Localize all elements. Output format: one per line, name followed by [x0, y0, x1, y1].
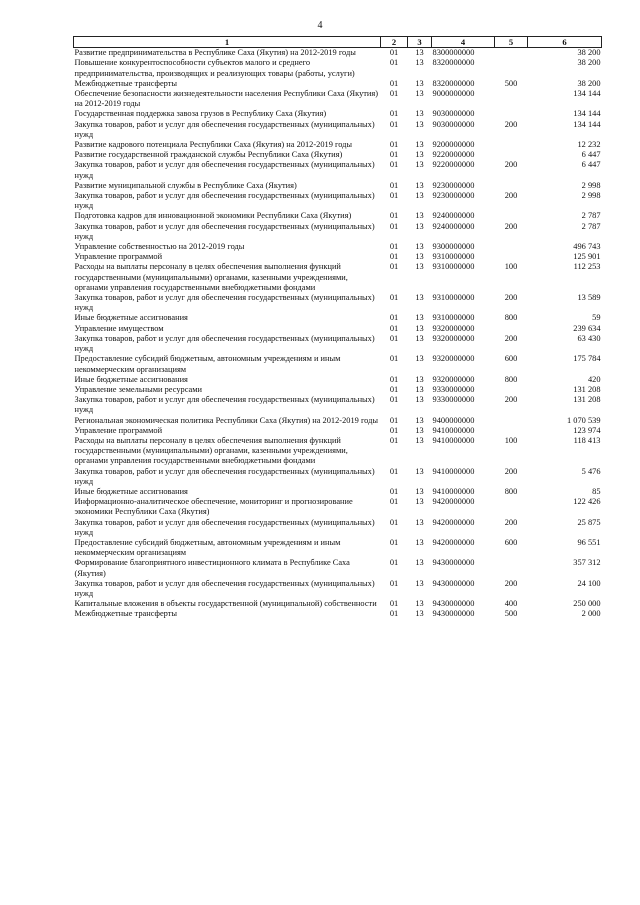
table-row	[74, 160, 602, 180]
row-name: Закупка товаров, работ и услуг для обеспечения государственных (муниципальных) нужд	[74, 333, 375, 354]
row-section: 01	[389, 160, 399, 170]
row-expense-type	[495, 181, 528, 191]
row-section: 01	[389, 415, 399, 425]
table-row	[74, 334, 602, 354]
row-amount: 24 100	[577, 578, 601, 588]
row-target-article: 9410000000	[432, 425, 475, 435]
row-expense-type	[495, 497, 528, 517]
row-amount: 175 784	[573, 354, 601, 364]
table-row	[74, 150, 602, 160]
row-target-article: 9220000000	[432, 160, 475, 170]
row-name: Закупка товаров, работ и услуг для обеспечения государственных (муниципальных) нужд	[74, 395, 375, 415]
row-target-article: 9320000000	[432, 333, 475, 343]
row-subsection: 13	[415, 333, 424, 343]
row-target-article: 9420000000	[432, 517, 475, 527]
row-target-article: 9410000000	[432, 486, 475, 496]
row-subsection: 13	[415, 599, 424, 609]
row-expense-type	[495, 242, 528, 252]
row-subsection: 13	[415, 140, 424, 150]
row-amount: 134 144	[573, 89, 601, 99]
row-expense-type	[495, 89, 528, 109]
row-amount: 59	[592, 313, 601, 323]
row-amount: 239 634	[573, 323, 601, 333]
row-section: 01	[389, 537, 399, 547]
row-amount: 6 447	[581, 150, 601, 160]
row-amount: 2 787	[581, 221, 601, 231]
row-expense-type: 200	[504, 191, 518, 201]
row-target-article: 9000000000	[432, 89, 475, 99]
row-section: 01	[389, 333, 399, 343]
row-expense-type: 100	[504, 435, 518, 445]
row-target-article: 9410000000	[432, 435, 475, 445]
row-name: Закупка товаров, работ и услуг для обеспечения государственных (муниципальных) нужд	[74, 191, 375, 211]
row-section: 01	[389, 262, 399, 272]
row-expense-type	[495, 416, 528, 426]
row-amount: 25 875	[577, 517, 601, 527]
row-amount: 134 144	[573, 119, 601, 129]
row-section: 01	[389, 486, 399, 496]
row-amount: 63 430	[577, 333, 601, 343]
row-subsection: 13	[415, 180, 424, 190]
row-expense-type: 200	[504, 221, 518, 231]
row-name: Капитальные вложения в объекты государственной (муниципальной) собственности	[74, 599, 377, 609]
header-col-section: 2	[381, 37, 408, 48]
row-subsection: 13	[415, 609, 424, 619]
row-subsection: 13	[415, 558, 424, 568]
row-name: Расходы на выплаты персоналу в целях обеспечения выполнения функций государственными (муниципальными) органами, казенными учреждениями, органами управления государственными внебюджетными фондами	[74, 435, 348, 466]
row-name: Развитие муниципальной службы в Республике Саха (Якутия)	[74, 180, 297, 190]
row-section: 01	[389, 384, 399, 394]
row-subsection: 13	[415, 89, 424, 99]
header-col-subsection: 3	[408, 37, 432, 48]
row-target-article: 9430000000	[432, 558, 475, 568]
row-expense-type	[495, 324, 528, 334]
row-amount: 2 998	[581, 191, 601, 201]
row-name: Управление программой	[74, 425, 163, 435]
row-name: Иные бюджетные ассигнования	[74, 374, 188, 384]
row-target-article: 9310000000	[432, 252, 475, 262]
row-name: Развитие государственной гражданской службы Республики Саха (Якутия)	[74, 150, 343, 160]
row-section: 01	[389, 354, 399, 364]
row-subsection: 13	[415, 435, 424, 445]
row-section: 01	[389, 395, 399, 405]
row-amount: 2 000	[581, 609, 601, 619]
table-row	[74, 79, 602, 89]
row-amount: 85	[592, 486, 601, 496]
table-row	[74, 262, 602, 293]
row-subsection: 13	[415, 323, 424, 333]
row-section: 01	[389, 517, 399, 527]
row-target-article: 9220000000	[432, 150, 475, 160]
header-col-name: 1	[74, 37, 381, 48]
table-row	[74, 385, 602, 395]
row-name: Закупка товаров, работ и услуг для обеспечения государственных (муниципальных) нужд	[74, 293, 375, 313]
row-target-article: 9410000000	[432, 466, 475, 476]
row-name: Развитие кадрового потенциала Республики Саха (Якутия) на 2012-2019 годы	[74, 140, 353, 150]
table-row	[74, 609, 602, 619]
row-section: 01	[389, 252, 399, 262]
row-target-article: 9420000000	[432, 497, 475, 507]
row-section: 01	[389, 293, 399, 303]
row-section: 01	[389, 313, 399, 323]
row-subsection: 13	[415, 517, 424, 527]
row-name: Региональная экономическая политика Республики Саха (Якутия) на 2012-2019 годы	[74, 415, 379, 425]
row-expense-type	[495, 252, 528, 262]
table-row	[74, 375, 602, 385]
row-amount: 1 070 539	[567, 415, 601, 425]
row-expense-type	[495, 211, 528, 221]
row-amount: 38 200	[577, 78, 601, 88]
row-subsection: 13	[415, 58, 424, 68]
row-subsection: 13	[415, 486, 424, 496]
row-name: Обеспечение безопасности жизнедеятельности населения Республики Саха (Якутия) на 2012-2019 годы	[74, 89, 379, 109]
row-name: Закупка товаров, работ и услуг для обеспечения государственных (муниципальных) нужд	[74, 578, 375, 598]
row-expense-type	[495, 58, 528, 78]
row-target-article: 9430000000	[432, 599, 475, 609]
table-row	[74, 48, 602, 59]
row-amount: 2 998	[581, 180, 601, 190]
row-expense-type	[495, 48, 528, 59]
row-target-article: 8320000000	[432, 58, 475, 68]
row-subsection: 13	[415, 293, 424, 303]
row-target-article: 9430000000	[432, 578, 475, 588]
row-section: 01	[389, 119, 399, 129]
table-row	[74, 599, 602, 609]
row-target-article: 9430000000	[432, 609, 475, 619]
row-subsection: 13	[415, 537, 424, 547]
row-expense-type: 200	[504, 466, 518, 476]
row-name: Закупка товаров, работ и услуг для обеспечения государственных (муниципальных) нужд	[74, 517, 375, 537]
row-expense-type: 200	[504, 160, 518, 170]
row-subsection: 13	[415, 466, 424, 476]
row-expense-type: 800	[504, 374, 518, 384]
row-name: Информационно-аналитическое обеспечение, мониторинг и прогнозирование экономики Республики Саха (Якутия)	[74, 497, 353, 517]
table-row	[74, 467, 602, 487]
row-subsection: 13	[415, 242, 424, 252]
row-subsection: 13	[415, 384, 424, 394]
row-subsection: 13	[415, 578, 424, 588]
row-subsection: 13	[415, 262, 424, 272]
row-section: 01	[389, 180, 399, 190]
row-name: Управление имуществом	[74, 323, 164, 333]
table-row	[74, 222, 602, 242]
row-section: 01	[389, 221, 399, 231]
row-amount: 96 551	[577, 537, 601, 547]
row-target-article: 9300000000	[432, 242, 475, 252]
row-target-article: 9320000000	[432, 323, 475, 333]
row-amount: 496 743	[573, 242, 601, 252]
row-section: 01	[389, 150, 399, 160]
row-amount: 12 232	[577, 140, 601, 150]
table-row	[74, 191, 602, 211]
row-name: Расходы на выплаты персоналу в целях обеспечения выполнения функций государственными (муниципальными) органами, казенными учреждениями, органами управления государственными внебюджетными фондами	[74, 262, 348, 292]
row-amount: 122 426	[573, 497, 601, 507]
table-row	[74, 538, 602, 558]
row-expense-type: 100	[504, 262, 518, 272]
table-row	[74, 89, 602, 109]
table-row	[74, 58, 602, 78]
row-target-article: 9230000000	[432, 191, 475, 201]
header-col-target-article: 4	[432, 37, 495, 48]
table-row	[74, 211, 602, 221]
header-col-expense-type: 5	[495, 37, 528, 48]
row-target-article: 9240000000	[432, 221, 475, 231]
row-subsection: 13	[415, 150, 424, 160]
row-name: Иные бюджетные ассигнования	[74, 313, 188, 323]
row-target-article: 8320000000	[432, 78, 475, 88]
row-amount: 125 901	[573, 252, 601, 262]
table-row	[74, 518, 602, 538]
row-section: 01	[389, 78, 399, 88]
row-amount: 357 312	[573, 558, 601, 568]
row-name: Управление собственностью на 2012-2019 годы	[74, 242, 245, 252]
row-expense-type: 600	[504, 354, 518, 364]
row-subsection: 13	[415, 252, 424, 262]
row-target-article: 9200000000	[432, 140, 475, 150]
row-target-article: 9330000000	[432, 384, 475, 394]
table-row	[74, 487, 602, 497]
row-target-article: 9330000000	[432, 395, 475, 405]
table-row	[74, 436, 602, 467]
row-expense-type: 800	[504, 486, 518, 496]
row-name: Государственная поддержка завоза грузов в Республику Саха (Якутия)	[74, 109, 327, 119]
page-number: 4	[317, 20, 323, 31]
table-row	[74, 140, 602, 150]
row-expense-type: 200	[504, 578, 518, 588]
row-section: 01	[389, 48, 399, 58]
row-expense-type: 200	[504, 517, 518, 527]
row-expense-type: 600	[504, 537, 518, 547]
row-name: Закупка товаров, работ и услуг для обеспечения государственных (муниципальных) нужд	[74, 221, 375, 241]
row-section: 01	[389, 497, 399, 507]
row-amount: 131 208	[573, 395, 601, 405]
row-amount: 250 000	[573, 599, 601, 609]
row-target-article: 9030000000	[432, 109, 475, 119]
row-name: Формирование благоприятного инвестиционного климата в Республике Саха (Якутия)	[74, 558, 350, 578]
row-target-article: 9320000000	[432, 354, 475, 364]
row-amount: 5 476	[581, 466, 601, 476]
row-subsection: 13	[415, 415, 424, 425]
row-amount: 38 200	[577, 58, 601, 68]
row-amount: 118 413	[573, 435, 601, 445]
row-subsection: 13	[415, 119, 424, 129]
row-subsection: 13	[415, 221, 424, 231]
table-row	[74, 558, 602, 578]
row-subsection: 13	[415, 109, 424, 119]
row-amount: 6 447	[581, 160, 601, 170]
row-target-article: 9320000000	[432, 374, 475, 384]
row-target-article: 9230000000	[432, 180, 475, 190]
table-row	[74, 395, 602, 415]
table-row	[74, 109, 602, 119]
row-name: Закупка товаров, работ и услуг для обеспечения государственных (муниципальных) нужд	[74, 160, 375, 180]
row-section: 01	[389, 242, 399, 252]
row-target-article: 9420000000	[432, 537, 475, 547]
row-name: Повышение конкурентоспособности субъектов малого и среднего предпринимательства, производящих и реализующих товары (работы, услуги)	[74, 58, 355, 78]
header-row	[74, 37, 602, 48]
row-section: 01	[389, 374, 399, 384]
table-body	[74, 48, 602, 620]
row-expense-type	[495, 150, 528, 160]
row-subsection: 13	[415, 211, 424, 221]
row-target-article: 9400000000	[432, 415, 475, 425]
table-row	[74, 313, 602, 323]
row-expense-type	[495, 426, 528, 436]
row-expense-type: 500	[504, 609, 518, 619]
row-name: Межбюджетные трансферты	[74, 609, 178, 619]
row-name: Предоставление субсидий бюджетным, автономным учреждениям и иным некоммерческим организациям	[74, 537, 341, 558]
row-expense-type: 200	[504, 333, 518, 343]
row-section: 01	[389, 425, 399, 435]
row-name: Межбюджетные трансферты	[74, 78, 178, 88]
row-expense-type: 400	[504, 599, 518, 609]
row-name: Закупка товаров, работ и услуг для обеспечения государственных (муниципальных) нужд	[74, 466, 375, 486]
row-section: 01	[389, 609, 399, 619]
table-header	[74, 37, 602, 48]
row-section: 01	[389, 191, 399, 201]
row-section: 01	[389, 558, 399, 568]
row-amount: 134 144	[573, 109, 601, 119]
row-target-article: 9310000000	[432, 262, 475, 272]
row-section: 01	[389, 211, 399, 221]
row-name: Развитие предпринимательства в Республике Саха (Якутия) на 2012-2019 годы	[74, 48, 356, 58]
row-subsection: 13	[415, 160, 424, 170]
row-expense-type: 200	[504, 293, 518, 303]
row-section: 01	[389, 599, 399, 609]
row-expense-type: 200	[504, 395, 518, 405]
row-name: Иные бюджетные ассигнования	[74, 486, 188, 496]
table-row	[74, 324, 602, 334]
row-subsection: 13	[415, 395, 424, 405]
table-row	[74, 416, 602, 426]
row-subsection: 13	[415, 48, 424, 58]
row-subsection: 13	[415, 374, 424, 384]
table-row	[74, 181, 602, 191]
row-target-article: 9030000000	[432, 119, 475, 129]
row-section: 01	[389, 578, 399, 588]
row-name: Управление программой	[74, 252, 163, 262]
row-target-article: 9310000000	[432, 293, 475, 303]
table-row	[74, 293, 602, 313]
row-amount: 112 253	[573, 262, 601, 272]
row-expense-type	[495, 385, 528, 395]
row-name: Закупка товаров, работ и услуг для обеспечения государственных (муниципальных) нужд	[74, 119, 375, 139]
table-row	[74, 252, 602, 262]
row-expense-type	[495, 558, 528, 578]
row-amount: 420	[587, 374, 601, 384]
row-section: 01	[389, 323, 399, 333]
row-name: Управление земельными ресурсами	[74, 384, 203, 394]
row-name: Подготовка кадров для инновационной экономики Республики Саха (Якутия)	[74, 211, 352, 221]
row-subsection: 13	[415, 191, 424, 201]
row-section: 01	[389, 466, 399, 476]
budget-table	[73, 36, 602, 620]
row-amount: 131 208	[573, 384, 601, 394]
row-name: Предоставление субсидий бюджетным, автономным учреждениям и иным некоммерческим организациям	[74, 354, 341, 374]
table-row	[74, 579, 602, 599]
row-expense-type: 800	[504, 313, 518, 323]
table-row	[74, 426, 602, 436]
header-col-amount: 6	[528, 37, 602, 48]
row-section: 01	[389, 140, 399, 150]
row-subsection: 13	[415, 313, 424, 323]
row-subsection: 13	[415, 425, 424, 435]
row-expense-type: 200	[504, 119, 518, 129]
table-row	[74, 120, 602, 140]
row-target-article: 9240000000	[432, 211, 475, 221]
row-expense-type	[495, 140, 528, 150]
table-row	[74, 242, 602, 252]
row-amount: 2 787	[581, 211, 601, 221]
row-expense-type: 500	[504, 78, 518, 88]
row-section: 01	[389, 89, 399, 99]
row-subsection: 13	[415, 78, 424, 88]
row-section: 01	[389, 109, 399, 119]
row-section: 01	[389, 435, 399, 445]
table-row	[74, 497, 602, 517]
row-amount: 123 974	[573, 425, 601, 435]
row-subsection: 13	[415, 354, 424, 364]
row-subsection: 13	[415, 497, 424, 507]
row-target-article: 8300000000	[432, 48, 475, 58]
row-amount: 13 589	[577, 293, 601, 303]
row-section: 01	[389, 58, 399, 68]
row-amount: 38 200	[577, 48, 601, 58]
row-expense-type	[495, 109, 528, 119]
row-target-article: 9310000000	[432, 313, 475, 323]
table-row	[74, 354, 602, 374]
